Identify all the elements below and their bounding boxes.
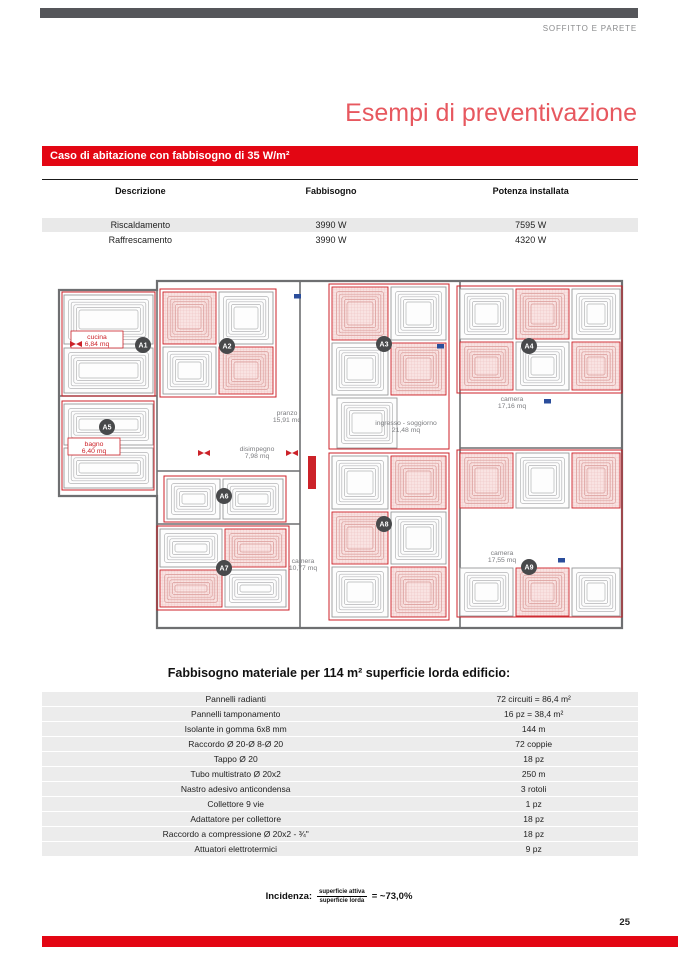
svg-text:disimpegno: disimpegno [239,446,275,453]
fraction-denominator: superficie lorda [319,898,365,904]
material-qty: 3 rotoli [520,784,547,794]
flow-marker-icon [558,558,565,563]
cell-potenza: 4320 W [515,235,547,245]
svg-text:7,98 mq: 7,98 mq [244,453,270,460]
material-row [42,752,638,767]
page-title: Esempi di preventivazione [345,98,637,127]
radiant-panel-red [163,292,216,344]
radiant-panel-red [460,453,513,508]
radiant-panel-gray [391,287,446,340]
radiant-panel-red [516,568,569,616]
radiant-panel-gray [160,529,222,567]
material-row [42,707,638,722]
demand-row [42,218,638,232]
radiant-panel-gray [332,456,388,509]
top-rule-bar [40,8,638,18]
svg-text:camera: camera [490,550,514,557]
material-qty: 16 pz = 38,4 m² [504,709,564,719]
valve-marker-icon [198,450,210,456]
svg-text:camera: camera [500,396,524,403]
svg-text:A7: A7 [219,565,229,573]
svg-text:17,55 mq: 17,55 mq [487,557,517,564]
case-banner: Caso di abitazione con fabbisogno di 35 W/m² [42,146,638,166]
room-label [240,446,275,460]
radiant-panel-red [391,343,446,395]
valve-marker-icon [286,450,298,456]
col-header-descrizione: Descrizione [115,186,166,196]
svg-text:A2: A2 [222,343,232,351]
room-label [71,331,123,348]
flow-marker-icon [437,344,444,349]
svg-text:A6: A6 [219,493,229,501]
radiant-panel-gray [460,289,513,339]
material-item: Nastro adesivo anticondensa [180,784,291,794]
zone-marker [376,336,392,352]
radiant-panel-red [572,342,620,390]
radiant-panel-gray [225,570,286,607]
incidenza-line [0,888,678,905]
material-item: Raccordo a compressione Ø 20x2 - ¾" [162,829,309,839]
material-row [42,812,638,827]
material-item: Pannelli tamponamento [191,709,281,719]
material-row [42,692,638,707]
room-label [488,550,517,564]
svg-text:A8: A8 [379,521,389,529]
cell-fabbisogno: 3990 W [315,235,347,245]
svg-text:6,84 mq: 6,84 mq [84,341,110,348]
col-header-fabbisogno: Fabbisogno [305,186,357,196]
radiant-panel-gray [223,479,283,519]
zone-marker [521,338,537,354]
material-item: Tappo Ø 20 [213,754,258,764]
radiant-panel-red [391,567,446,617]
radiant-panel-gray [572,289,620,339]
material-item: Adattatore per collettore [190,814,282,824]
svg-text:A9: A9 [524,564,534,572]
radiant-panel-gray [219,292,273,344]
demand-row [42,233,638,247]
collector-symbol [308,456,316,489]
zone-marker [521,559,537,575]
cell-fabbisogno: 3990 W [315,220,347,230]
room-label [498,396,527,410]
radiant-panel-red [391,456,446,509]
radiant-panel-red [160,570,222,607]
material-title: Fabbisogno materiale per 114 m² superficie lorda edificio: [167,666,511,680]
material-row [42,767,638,782]
radiant-panel-gray [460,568,513,616]
svg-text:A3: A3 [379,341,389,349]
col-header-potenza: Potenza installata [492,186,569,196]
floorplan-svg [54,256,624,634]
material-qty: 9 pz [525,844,542,854]
radiant-panel-red [572,453,620,508]
zone-marker [216,560,232,576]
material-row [42,827,638,842]
svg-text:6,40 mq: 6,40 mq [81,448,107,455]
radiant-panel-gray [332,343,388,395]
zone-marker [219,338,235,354]
room-label [289,558,318,572]
svg-text:17,16 mq: 17,16 mq [497,403,527,410]
cell-desc: Riscaldamento [110,220,171,230]
radiant-panel-gray [64,348,153,393]
svg-text:camera: camera [291,558,315,565]
material-row [42,782,638,797]
radiant-panel-gray [516,453,569,508]
zone-marker [135,337,151,353]
svg-text:15,91 mq: 15,91 mq [272,417,302,424]
material-row [42,797,638,812]
room-label [273,410,302,424]
material-item: Isolante in gomma 6x8 mm [184,724,287,734]
svg-text:cucina: cucina [87,334,107,341]
material-qty: 72 coppie [515,739,553,749]
svg-text:A5: A5 [102,424,112,432]
radiant-panel-red [219,347,273,394]
radiant-panel-gray [391,512,446,564]
material-qty: 18 pz [523,754,545,764]
flow-marker-icon [544,399,551,404]
cell-desc: Raffrescamento [108,235,173,245]
material-qty: 1 pz [525,799,542,809]
svg-text:bagno: bagno [84,441,104,448]
material-qty: 72 circuiti = 86,4 m² [496,694,571,704]
material-qty: 18 pz [523,829,545,839]
radiant-panel-red [516,289,569,339]
svg-text:A4: A4 [524,343,534,351]
radiant-panel-gray [572,568,620,616]
material-table [42,692,638,857]
svg-text:A1: A1 [138,342,148,350]
radiant-panel-gray [332,567,388,617]
flow-marker-icon [294,294,301,299]
material-qty: 18 pz [523,814,545,824]
material-item: Collettore 9 vie [207,799,265,809]
floorplan-figure [54,256,624,634]
radiant-panel-red [225,529,286,567]
cell-potenza: 7595 W [515,220,547,230]
incidenza-label: Incidenza: [265,891,313,902]
radiant-panel-gray [163,347,216,394]
material-item: Pannelli radianti [205,694,266,704]
incidenza-fraction [317,888,367,905]
svg-text:pranzo: pranzo [276,410,298,417]
zone-marker [376,516,392,532]
material-item: Attuatori elettrotermici [194,844,278,854]
material-row [42,737,638,752]
zone-marker [99,419,115,435]
bottom-rule-bar [42,936,678,947]
section-label: SOFFITTO E PARETE [542,24,637,33]
fraction-numerator: superficie attiva [319,889,365,895]
incidenza-result: = ~73,0% [371,891,413,902]
radiant-panel-gray [167,479,220,519]
svg-text:21,48 mq: 21,48 mq [391,427,421,434]
zone-marker [216,488,232,504]
room-label [68,438,120,455]
material-qty: 250 m [521,769,546,779]
radiant-panel-red [460,342,513,390]
material-row [42,842,638,857]
material-row [42,722,638,737]
material-qty: 144 m [521,724,546,734]
radiant-panel-red [332,287,388,340]
svg-text:ingresso - soggiorno: ingresso - soggiorno [375,420,437,427]
material-item: Raccordo Ø 20-Ø 8-Ø 20 [188,739,284,749]
material-item: Tubo multistrato Ø 20x2 [190,769,281,779]
svg-text:10,77 mq: 10,77 mq [288,565,318,572]
page-number: 25 [619,917,630,928]
demand-table-header [42,179,638,196]
